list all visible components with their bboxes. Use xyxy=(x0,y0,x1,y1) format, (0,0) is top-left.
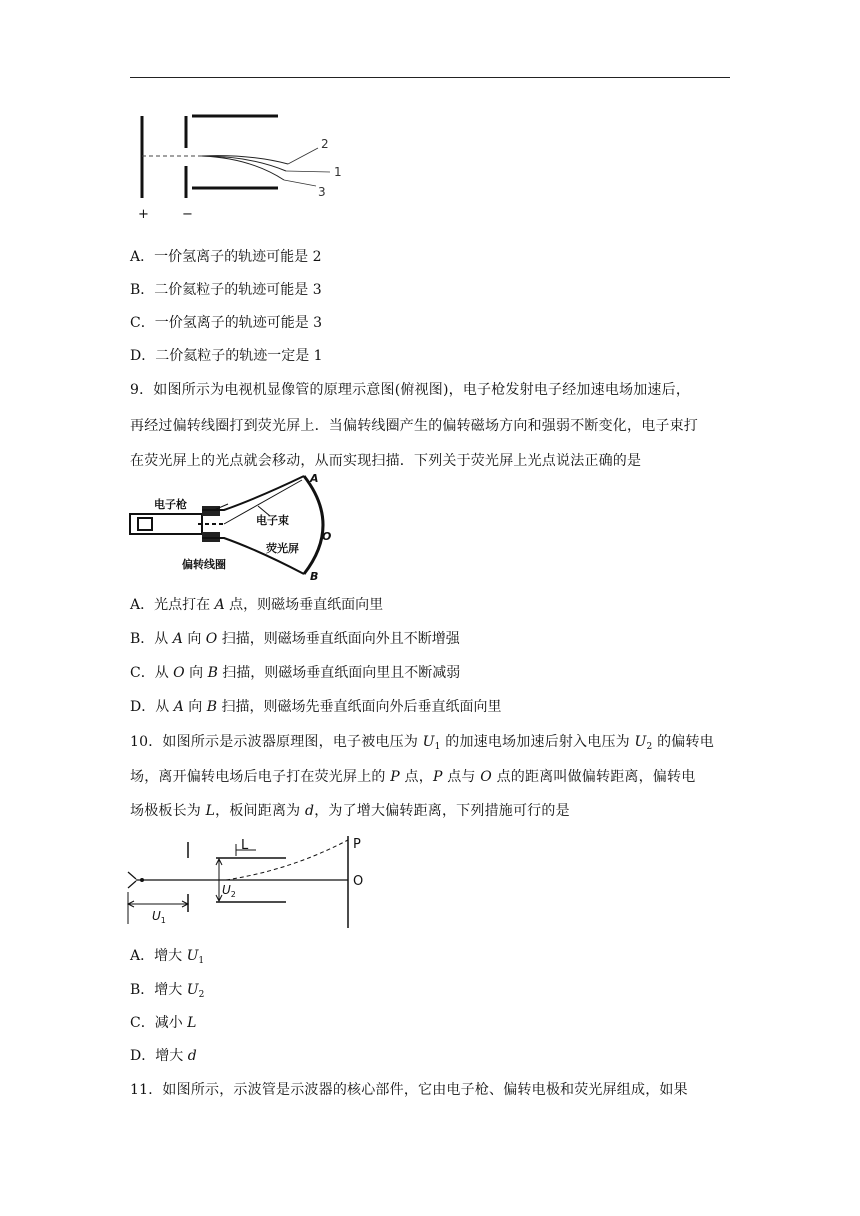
label-point-b: B xyxy=(310,570,319,583)
label-electron-beam: 电子束 xyxy=(256,514,289,527)
q10-stem-line-2: 场，离开偏转电场后电子打在荧光屏上的 P 点，P 点与 O 点的距离叫做偏转距离，偏转电 xyxy=(130,769,696,785)
trajectory-label-3: 3 xyxy=(318,185,326,199)
label-screen: 荧光屏 xyxy=(266,542,299,555)
q9-stem-line-2: 再经过偏转线圈打到荧光屏上．当偏转线圈产生的偏转磁场方向和强弱不断变化，电子束打 xyxy=(130,418,698,434)
label-point-o: O xyxy=(353,874,364,889)
q11-stem-line-1: 11．如图所示，示波管是示波器的核心部件，它由电子枪、偏转电极和荧光屏组成，如果 xyxy=(130,1082,688,1098)
header-rule xyxy=(130,77,730,78)
q9-crt-figure xyxy=(128,470,350,584)
label-point-p: P xyxy=(353,837,361,852)
plate-plus-label: + xyxy=(138,207,149,222)
q8-figure xyxy=(130,108,360,224)
label-plate-length: L xyxy=(241,838,249,853)
label-point-o: O xyxy=(322,530,332,543)
q10-option-a: A．增大 $U_1$ xyxy=(130,948,205,966)
q8-option-d: D．二价氦粒子的轨迹一定是 1 xyxy=(130,348,323,364)
q10-option-b: B．增大 $U_2$ xyxy=(130,982,205,1000)
q10-option-c: C．减小 L xyxy=(130,1015,197,1031)
q9-option-d: D．从 A 向 B 扫描，则磁场先垂直纸面向外后垂直纸面向里 xyxy=(130,699,502,715)
q9-option-b: B．从 A 向 O 扫描，则磁场垂直纸面向外且不断增强 xyxy=(130,631,460,647)
label-electron-gun: 电子枪 xyxy=(154,498,187,511)
q9-stem-line-1: 9．如图所示为电视机显像管的原理示意图(俯视图)，电子枪发射电子经加速电场加速后， xyxy=(130,382,691,398)
label-point-a: A xyxy=(310,472,319,485)
plate-minus-label: − xyxy=(182,207,193,222)
q9-option-c: C．从 O 向 B 扫描，则磁场垂直纸面向里且不断减弱 xyxy=(130,665,461,681)
label-u2: $U_2$ xyxy=(222,883,236,899)
label-deflection-coil: 偏转线圈 xyxy=(182,558,226,571)
q10-stem-line-1: 10．如图所示是示波器原理图，电子被电压为 $U_1$ 的加速电场加速后射入电压为 $U_2$ 的偏转电 xyxy=(130,734,714,752)
q10-stem-line-3: 场极板长为 L，板间距离为 d，为了增大偏转距离，下列措施可行的是 xyxy=(130,803,570,819)
q8-option-a: A．一价氢离子的轨迹可能是 2 xyxy=(130,249,322,265)
q10-option-d: D．增大 d xyxy=(130,1048,197,1064)
q9-option-a: A．光点打在 A 点，则磁场垂直纸面向里 xyxy=(130,597,384,613)
q8-option-c: C．一价氢离子的轨迹可能是 3 xyxy=(130,315,323,331)
q10-oscilloscope-figure xyxy=(126,832,386,932)
trajectory-label-1: 1 xyxy=(334,165,342,179)
q8-option-b: B．二价氦粒子的轨迹可能是 3 xyxy=(130,282,322,298)
q9-stem-line-3: 在荧光屏上的光点就会移动，从而实现扫描．下列关于荧光屏上光点说法正确的是 xyxy=(130,453,642,469)
trajectory-label-2: 2 xyxy=(321,137,329,151)
label-u1: $U_1$ xyxy=(152,909,166,925)
